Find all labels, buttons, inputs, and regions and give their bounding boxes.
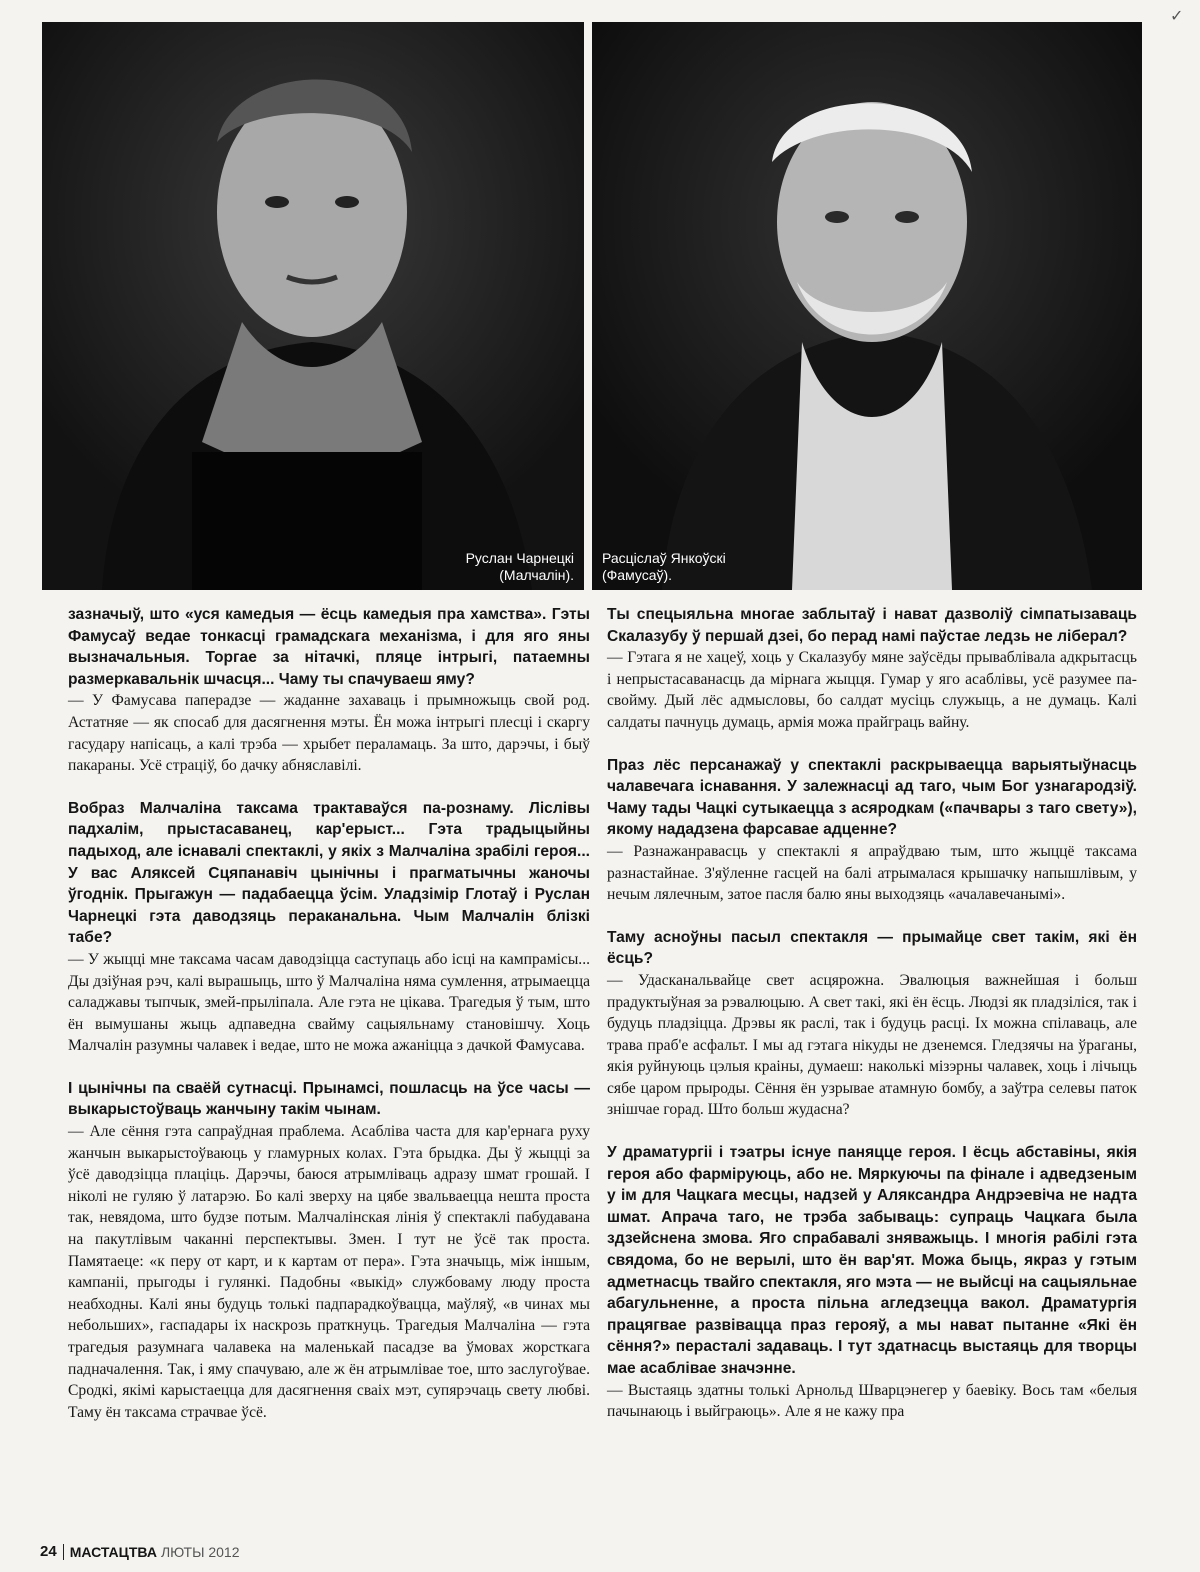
photo-caption-famusau: [602, 550, 726, 584]
interview-answer: — У Фамусава паперадзе — жаданне захаваць і прымножыць свой род. Астатняе — як спосаб для дасягнення мэты. Ён можа інтрыгі плесці і скаргу гасудару напісаць, а калі трэба — хрыбет пераламаць. За што, дарэчы, і быў пакараны. Усё страціў, бо дачку абняславілі.: [68, 692, 590, 775]
interview-question: Таму асноўны пасыл спектакля — прымайце свет такім, які ён ёсць?: [607, 928, 1137, 968]
interview-question: Вобраз Малчаліна таксама трактаваўся па-рознаму. Ліслівы падхалім, прыстасаванец, кар'ерыст... Гэта традыцыйны падыход, але існавалі спектаклі, у якіх з Малчаліна зрабілі героя... У вас Аляксей Сцяпанавіч цынічны і прагматычны жаночы ўгоднік. Прыгажун — падабаецца ўсім. Уладзімір Глотаў і Руслан Чарнецкі гэта даводзяць пераканальна. Чым Малчалін блізкі табе?: [68, 799, 590, 947]
caption-role: (Фамусаў).: [602, 567, 673, 583]
interview-answer: — У жыцці мне таксама часам даводзіцца саступаць або ісці на кампрамісы... Ды дзіўная рэч, калі вырашыць, што ў Малчаліна няма сумлення, атрымаецца саладжавы тыпчык, змей-прыліпала. Але гэта не цікава. Трагедыя ў тым, што ён вымушаны жыць адпаведна свайму сацыяльнаму становішчу. Хоць Малчалін разумны чалавек і ведае, што не можа ажаніцца з дачкой Фамусава.: [68, 950, 590, 1055]
interview-answer: — Але сёння гэта сапраўдная праблема. Асабліва часта для кар'ернага руху жанчын выкарыстоўваюць у гламурных колах. Гэта брыдка. Ды ў жыцці за ўсё даводзіцца плаціць. Дарэчы, баюся атрымліваць адразу шмат грошай. І ніколі не гуляю ў латарэю. Бо калі зверху на цябе звальваецца нешта проста так, невядома, што будзе потым. Малчалінская лінія ў спектаклі пабудавана на пакутлівым чаканні перспектывы. Змен. І тут не ўсё так проста. Памятаеце: «к перу от карт, и к картам от пера». Гэта значыць, між іншым, кампаніі, прыгоды і гулянкі. Падобны «выкід» службоваму люду проста неабходны. Калі яны будуць толькі падпарадкоўвацца, маўляў, «в чинах мы небольших», гаспадары іх наскрозь праткнуць. Трагедыя Малчаліна — гэта трагедыя разумнага чалавека на маленькай пасадзе ва ўмовах жорсткага падначалення. Так, і яму спачуваю, але ж ён атрымлівае тое, што заслугоўвае. Сродкі, якімі карыстаецца для дасягнення сваіх мэт, супярэчаць свету любві. Таму ён таксама страчвае ўсё.: [68, 1123, 590, 1421]
page-number: 24: [40, 1543, 57, 1560]
magazine-title: МАСТАЦТВА: [69, 1543, 157, 1560]
article-column-left: [68, 604, 590, 1423]
interview-question: Праз лёс персанажаў у спектаклі раскрываецца варыятыўнасць чалавечага існавання. У залежнасці ад таго, чым Бог узнагародзіў. Чаму тады Чацкі сутыкаецца з асяродкам («пачвары з таго свету»), якому нададзена фарсавае адценне?: [607, 756, 1137, 839]
article-column-right: [607, 604, 1137, 1423]
caption-name: Руслан Чарнецкі: [465, 550, 574, 566]
interview-answer: — Разнажанравасць у спектаклі я апраўдваю тым, што жыццё таксама разнастайнае. З'яўленне гасцей на балі атрымалася крышачку напышлівым, у нечым лялечным, затое пасля балю яны выходзяць «ачалавечанымі».: [607, 842, 1137, 904]
interview-question: І цынічны па сваёй сутнасці. Прынамсі, пошласць на ўсе часы — выкарыстоўваць жанчыну такім чынам.: [68, 1079, 590, 1119]
interview-answer: — Выстаяць здатны толькі Арнольд Шварцэнегер у баевіку. Вось там «белыя пачынаюць і выйграюць». Але я не кажу пра: [607, 1381, 1137, 1421]
interview-question: Ты спецыяльна многае заблытаў і нават дазволіў сімпатызаваць Скалазубу ў першай дзеі, бо перад намі паўстае ледзь не ліберал?: [607, 606, 1137, 645]
portrait-malchalin-image: [42, 22, 584, 590]
scan-mark-icon: ✓: [1170, 6, 1184, 25]
portrait-famusau-image: [592, 22, 1142, 590]
paragraph-gap: [68, 1057, 590, 1078]
caption-name: Расціслаў Янкоўскі: [602, 550, 726, 566]
paragraph-gap: [607, 734, 1137, 755]
page-footer: [40, 1543, 240, 1560]
interview-answer: — Удасканальвайце свет асцярожна. Эвалюцыя важнейшая і больш прадуктыўная за рэвалюцыю. А свет такі, які ён ёсць. Людзі як пладзіліся, так і будуць пладзіцца. Дрэвы як раслі, так і будуць расці. Іх можна спілаваць, але трава праб'е асфальт. І мы ад гэтага нікуды не дзенемся. Гледзячы на ўраганы, якія руйнуюць цэлыя краіны, думаеш: наколькі мізэрны чалавек, хоць і лічыць сябе царом прыроды. Сёння ён узрывае атамную бомбу, а заўтра селевы паток знішчае горад. Што больш жудасна?: [607, 971, 1137, 1119]
interview-question: У драматургіі і тэатры існуе паняцце героя. І ёсць абставіны, якія героя або фарміруюць, або не. Мяркуючы па фінале і адведзеным у ім для Чацкага месцы, надзей у Аляксандра Андрэевіча не надта шмат. Апрача таго, не трэба забываць: супраць Чацкага была здзейснена змова. Яго спрабавалі зняважыць. І многія рабілі гэта свядома, бо не верылі, што ён вар'ят. Можа быць, якраз у гэтым адметнасць твайго спектакля, яго мэта — не выйсці на сацыяльнае абагульненне, а проста пільна агледзецца вакол. Драматургія працягвае развівацца праз герояў, а мы нават пытанне «Які ён сёння?» перасталі задаваць. І тут здатнасць выстаяць для творцы мае асаблівае значэнне.: [607, 1144, 1137, 1377]
paragraph-gap: [607, 1121, 1137, 1142]
photo-famusau: [592, 22, 1142, 590]
interview-question: зазначыў, што «уся камедыя — ёсць камедыя пра хамства». Гэты Фамусаў ведае тонкасці грамадскага механізма, і для яго яны вызначальныя. Торгае за нітачкі, пляце інтрыгі, патаемны размеркавальнік шчасця... Чаму ты спачуваеш яму?: [68, 606, 590, 688]
paragraph-gap: [68, 777, 590, 798]
issue-date: ЛЮТЫ 2012: [160, 1543, 240, 1560]
photo-caption-malchalin: [466, 550, 574, 584]
photo-malchalin: [42, 22, 584, 590]
footer-divider: [63, 1544, 64, 1560]
paragraph-gap: [607, 906, 1137, 927]
interview-answer: — Гэтага я не хацеў, хоць у Скалазубу мяне заўсёды прываблівала адкрытасць і непрыстасаванасць да мірнага жыцця. Гумар у яго асаблівы, усё разумее па-свойму. Дый лёс адмысловы, бо салдат мусіць служыць, а не думаць. Калі салдаты пачнуць думаць, армія можа прайграць вайну.: [607, 649, 1137, 731]
caption-role: (Малчалін).: [499, 567, 574, 583]
